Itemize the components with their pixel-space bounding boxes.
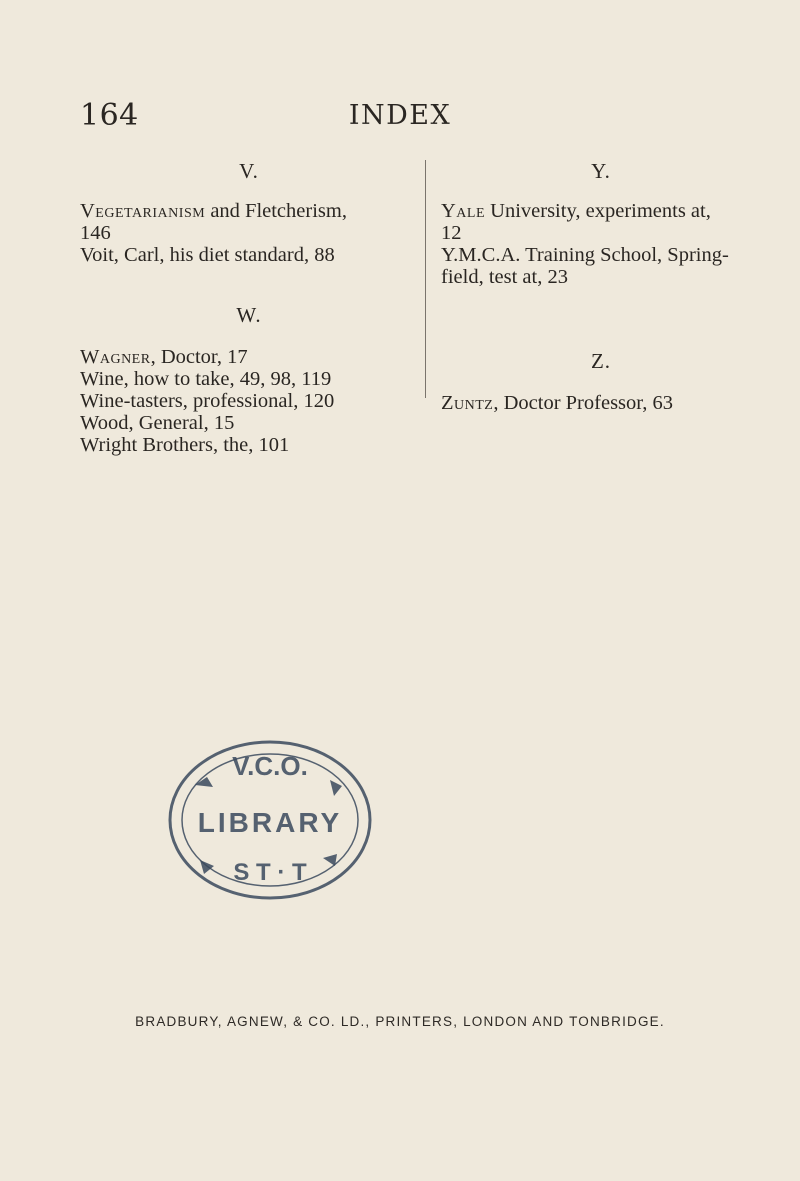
index-entry <box>80 434 418 456</box>
entry-continuation: field, test at, 23 <box>441 266 568 288</box>
entry-headword: Yale <box>441 200 486 222</box>
entry-text: Wine, how to take, 49, 98, 119 <box>80 368 332 390</box>
entry-continuation: 12 <box>441 222 462 244</box>
library-stamp <box>155 730 385 910</box>
index-entry <box>441 200 761 244</box>
svg-text:V.C.O.: V.C.O. <box>232 751 308 781</box>
index-entry <box>441 392 761 414</box>
entry-headword: Vegetarianism <box>80 200 206 222</box>
index-entry <box>80 244 418 266</box>
library-stamp-icon <box>155 730 385 910</box>
section-w-entries <box>80 346 418 456</box>
section-letter-v: V. <box>239 159 259 183</box>
column-divider <box>425 160 426 398</box>
entry-text: Voit, Carl, his diet standard, 88 <box>80 244 335 266</box>
entry-continuation: 146 <box>80 222 111 244</box>
index-entry <box>441 244 761 288</box>
section-letter-y: Y. <box>591 159 611 183</box>
entry-headword: Zuntz <box>441 392 494 414</box>
section-y-entries <box>441 200 761 288</box>
index-entry <box>80 412 418 434</box>
entry-text: and Fletcherism, <box>205 200 347 222</box>
svg-text:LIBRARY: LIBRARY <box>197 807 343 838</box>
page-header <box>0 98 800 138</box>
entry-headword: Wagner <box>80 346 151 368</box>
svg-text:S T · T: S T · T <box>233 859 307 886</box>
entry-text: Wood, General, 15 <box>80 412 235 434</box>
section-v-entries <box>80 200 418 266</box>
entry-text: , Doctor, 17 <box>150 346 248 368</box>
section-letter-z: Z. <box>590 349 612 373</box>
index-entry <box>80 368 418 390</box>
entry-text: Wright Brothers, the, 101 <box>80 434 290 456</box>
index-column-right <box>441 158 761 414</box>
entry-text: , Doctor Professor, 63 <box>493 392 674 414</box>
running-head: INDEX <box>348 100 452 131</box>
printer-imprint: BRADBURY, AGNEW, & CO. LD., PRINTERS, LONDON AND TONBRIDGE. <box>135 1014 665 1029</box>
entry-text: Y.M.C.A. Training School, Spring- <box>441 244 729 266</box>
index-entry <box>80 200 418 244</box>
page-number: 164 <box>80 98 139 133</box>
section-letter-w: W. <box>236 303 262 327</box>
index-entry <box>80 390 418 412</box>
section-z-entries <box>441 392 761 414</box>
index-column-left <box>80 158 418 456</box>
entry-text: University, experiments at, <box>485 200 711 222</box>
entry-text: Wine-tasters, professional, 120 <box>80 390 335 412</box>
index-entry <box>80 346 418 368</box>
